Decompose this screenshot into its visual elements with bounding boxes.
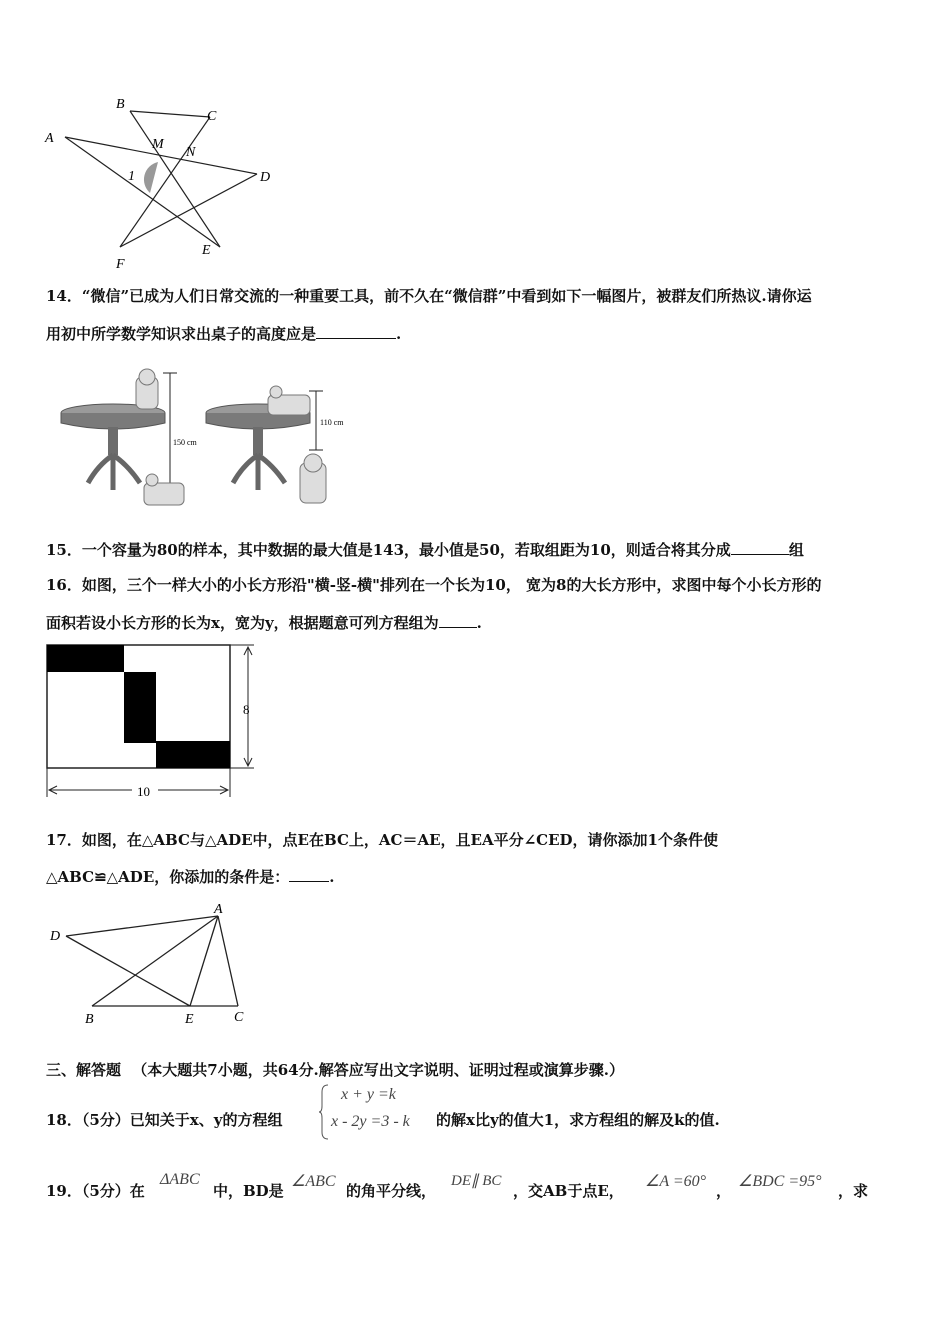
q14-line2-text: 用初中所学数学知识求出桌子的高度应是: [46, 325, 317, 343]
brace-icon: [319, 1084, 329, 1140]
label-F: F: [116, 257, 125, 272]
height-label-150: 150 cm: [173, 438, 197, 447]
rect-horizontal-1: [47, 645, 124, 672]
dim-height: 8: [243, 702, 250, 717]
cat-top-right: [268, 386, 310, 415]
label-M: M: [152, 137, 164, 152]
q18-equation-1: x + y =k: [341, 1086, 396, 1103]
q18-suffix: 的解x比y的值大1，求方程组的解及k的值.: [436, 1111, 720, 1129]
answer-blank-q15[interactable]: [731, 540, 789, 555]
q19-text-2: 的角平分线，: [346, 1182, 437, 1200]
label-1: 1: [128, 169, 135, 184]
height-label-110: 110 cm: [320, 418, 344, 427]
cat-bottom-right: [300, 454, 326, 503]
label-N: N: [186, 145, 196, 160]
label-B: B: [85, 1012, 94, 1027]
cat-top-left: [136, 369, 158, 409]
q15-end: 组: [788, 541, 804, 559]
label-E: E: [185, 1012, 194, 1027]
figure-q14-tables: [58, 365, 368, 513]
q19-angle-abc: ∠ABC: [291, 1173, 336, 1190]
q19-text-3: ，交AB于点E，: [513, 1182, 624, 1200]
dim-width: 10: [137, 784, 150, 799]
q15-text: 15．一个容量为80的样本，其中数据的最大值是143，最小值是50，若取组距为10，则适合将其分成: [46, 541, 731, 559]
q17-line1: 17．如图，在△ABC与△ADE中，点E在BC上，AC＝AE，且EA平分∠CED，请你添加1个条件使: [46, 831, 718, 849]
q17-line2: [46, 867, 335, 887]
q17-line2-end: .: [329, 868, 335, 886]
q16-line1: 16．如图，三个一样大小的小长方形沿"横-竖-横"排列在一个长为10， 宽为8的大长方形中，求图中每个小长方形的: [46, 576, 822, 594]
q17-line2-text: △ABC≌△ADE，你添加的条件是：: [46, 868, 290, 886]
label-A: A: [214, 902, 223, 917]
q19-prefix: 19．（5分）在: [46, 1182, 145, 1200]
q19-parallel: DE∥ BC: [451, 1173, 502, 1189]
q16-line2-text: 面积若设小长方形的长为x，宽为y，根据题意可列方程组为: [46, 614, 439, 632]
q15: [46, 540, 804, 560]
q19-text-1: 中，BD是: [213, 1182, 284, 1200]
label-B: B: [116, 97, 125, 112]
rect-horizontal-2: [156, 741, 230, 768]
section-3-note: （本大题共7小题，共64分.解答应写出文字说明、证明过程或演算步骤.）: [132, 1061, 625, 1079]
table-right: [206, 404, 310, 490]
answer-blank-q14[interactable]: [316, 324, 396, 339]
q19-comma: ，: [716, 1182, 732, 1200]
figure-q16: [44, 642, 264, 804]
label-C: C: [207, 109, 217, 124]
label-A: A: [45, 131, 54, 146]
q19-angle-a: ∠A =60°: [645, 1173, 707, 1190]
q14-line2-end: .: [396, 325, 402, 343]
section-3-header: [46, 1060, 624, 1080]
figure-q13: [40, 92, 285, 272]
rect-vertical: [124, 672, 156, 743]
q16-line2: [46, 613, 482, 633]
q14-line2: [46, 324, 401, 344]
q18-prefix: 18．（5分）已知关于x、y的方程组: [46, 1111, 283, 1129]
figure-q17: [44, 898, 254, 1028]
label-D: D: [50, 929, 61, 944]
q19-triangle: ΔABC: [160, 1171, 200, 1188]
answer-blank-q16[interactable]: [439, 613, 477, 628]
q14-line1: 14．“微信”已成为人们日常交流的一种重要工具，前不久在“微信群”中看到如下一幅图片，被群友们所热议.请你运: [46, 287, 812, 305]
q18-equation-2: x - 2y =3 - k: [331, 1113, 410, 1130]
label-C: C: [234, 1010, 244, 1025]
label-E: E: [202, 243, 211, 258]
q19-text-4: ，求: [838, 1182, 869, 1200]
q16-line2-end: .: [476, 614, 482, 632]
cat-bottom-left: [144, 474, 184, 505]
answer-blank-q17[interactable]: [289, 867, 329, 882]
section-3-title: 三、解答题: [46, 1061, 122, 1079]
label-D: D: [260, 170, 271, 185]
q19-angle-bdc: ∠BDC =95°: [738, 1173, 822, 1190]
